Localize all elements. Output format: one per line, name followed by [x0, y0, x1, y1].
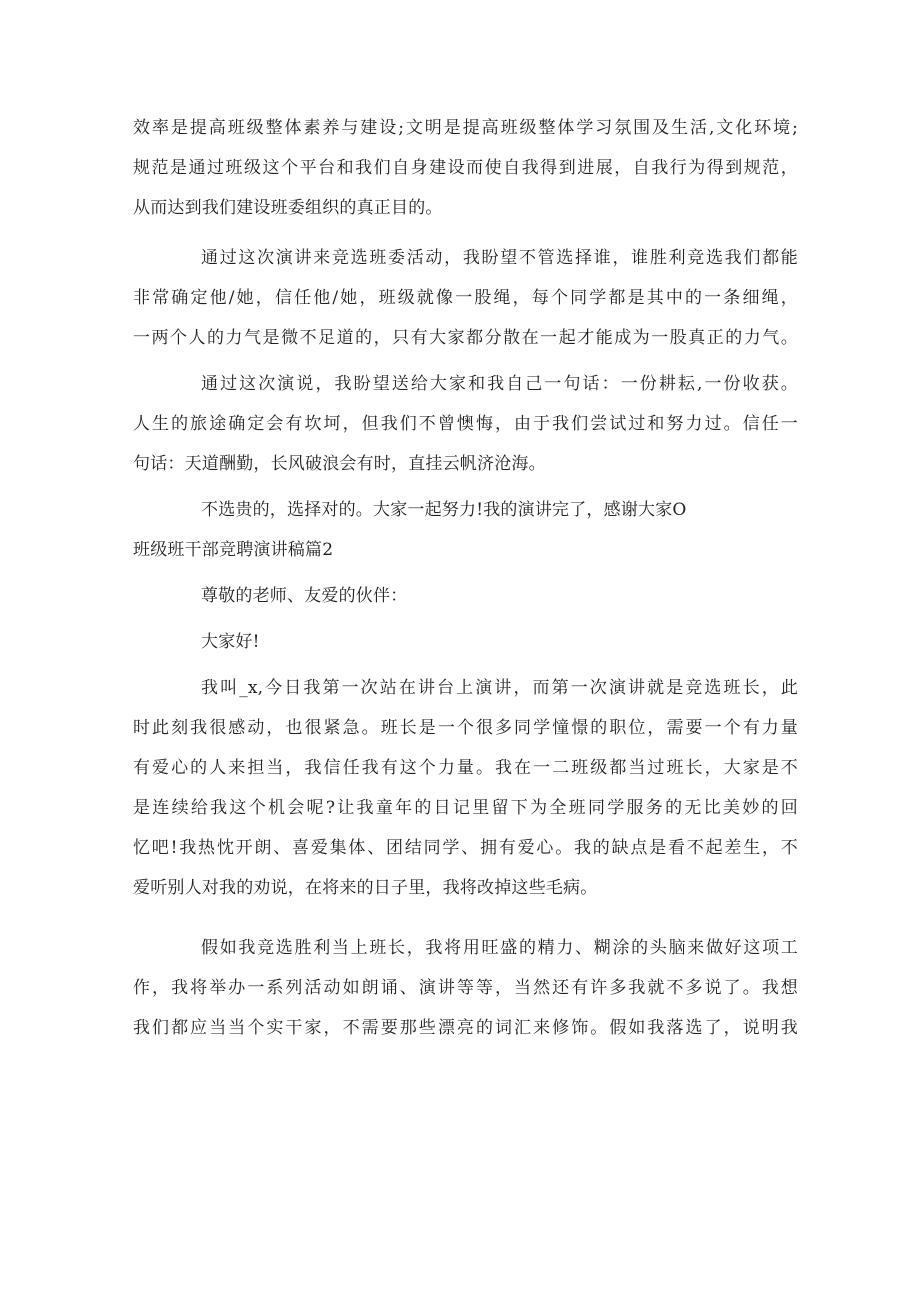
text-line: 通过这次演说，我盼望送给大家和我自己一句话：一份耕耘,一份收获。: [201, 374, 798, 394]
text-line: 是连续给我这个机会呢?让我童年的日记里留下为全班同学服务的无比美妙的回: [133, 798, 798, 818]
paragraph: [133, 364, 798, 484]
text-line: 非常确定他/她，信任他/她，班级就像一股绳，每个同学都是其中的一条细绳，: [133, 288, 798, 308]
text-line: 有爱心的人来担当，我信任我有这个力量。我在一二班级都当过班长，大家是不: [133, 758, 798, 778]
text-line: 忆吧!我热忱开朗、喜爱集体、团结同学、拥有爱心。我的缺点是看不起差生，不: [133, 838, 798, 858]
text-line: 爱听别人对我的劝说，在将来的日子里，我将改掉这些毛病。: [133, 878, 598, 898]
text-line: 从而达到我们建设班委组织的真正目的。: [133, 198, 443, 218]
text-line: 作，我将举办一系列活动如朗诵、演讲等等，当然还有许多我就不多说了。我想: [133, 978, 798, 998]
text-line: 一两个人的力气是微不足道的，只有大家都分散在一起才能成为一股真正的力气。: [133, 328, 798, 348]
paragraph: [133, 238, 798, 358]
heading-text: 班级班干部竞聘演讲稿篇2: [133, 540, 334, 560]
paragraph: [133, 576, 798, 616]
section-heading: [133, 530, 798, 570]
text-line: 我叫_x,今日我第一次站在讲台上演讲，而第一次演讲就是竞选班长，此: [201, 678, 798, 698]
text-line: 句话：天道酬勤，长风破浪会有时，直挂云帆济沧海。: [133, 454, 546, 474]
text-line: 不选贵的，选择对的。大家一起努力!我的演讲完了，感谢大家O: [201, 500, 687, 520]
text-line: 尊敬的老师、友爱的伙伴：: [201, 586, 408, 606]
paragraph: [133, 928, 798, 1048]
paragraph: [133, 490, 798, 530]
paragraph: [133, 668, 798, 908]
paragraph: [133, 108, 798, 228]
paragraph: [133, 622, 798, 662]
text-line: 规范是通过班级这个平台和我们自身建设而使自我得到进展，自我行为得到规范，: [133, 158, 798, 178]
text-line: 通过这次演讲来竞选班委活动，我盼望不管选择谁，谁胜利竞选我们都能: [201, 248, 798, 268]
text-line: 假如我竞选胜利当上班长，我将用旺盛的精力、糊涂的头脑来做好这项工: [201, 938, 798, 958]
text-line: 人生的旅途确定会有坎坷，但我们不曾懊悔，由于我们尝试过和努力过。信任一: [133, 414, 798, 434]
text-line: 大家好!: [201, 632, 260, 652]
text-line: 时此刻我很感动，也很紧急。班长是一个很多同学憧憬的职位，需要一个有力量: [133, 718, 798, 738]
text-line: 我们都应当当个实干家，不需要那些漂亮的词汇来修饰。假如我落选了，说明我: [133, 1018, 798, 1038]
document-body: [133, 108, 798, 1048]
text-line: 效率是提高班级整体素养与建设;文明是提高班级整体学习氛围及生活,文化环境;: [133, 118, 798, 138]
